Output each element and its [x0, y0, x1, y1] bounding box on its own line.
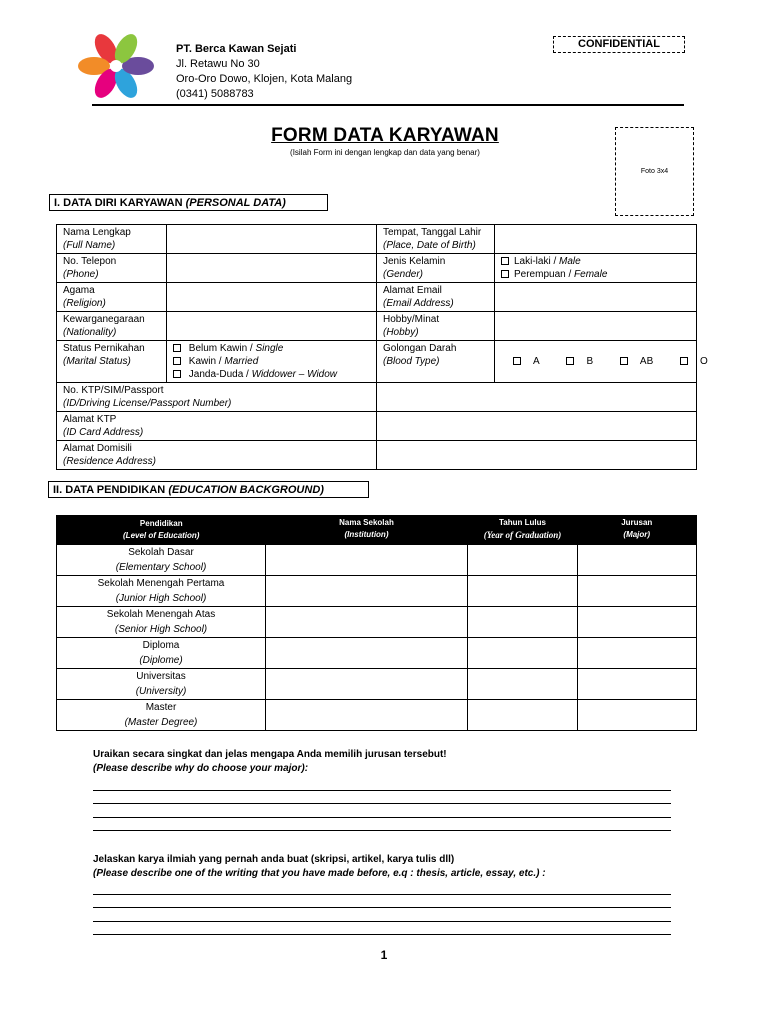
checkbox-icon[interactable]: [173, 344, 181, 352]
year-field[interactable]: [468, 638, 578, 669]
education-section-title: [48, 481, 369, 498]
year-field[interactable]: [468, 669, 578, 700]
education-level-diploma: Diploma (Diplome): [57, 638, 266, 669]
gender-male-option[interactable]: Laki-laki / Male: [501, 255, 690, 268]
education-section-label: II. DATA PENDIDIKAN: [53, 484, 166, 496]
company-address-2: Oro-Oro Dowo, Klojen, Kota Malang: [176, 73, 353, 85]
question-writing-text-en: (Please describe one of the writing that you have made before, e.q : thesis, article, essay, etc.) :: [93, 868, 546, 879]
checkbox-icon[interactable]: [501, 270, 509, 278]
blood-option-o[interactable]: O: [674, 356, 714, 367]
blood-option-ab[interactable]: AB: [614, 356, 659, 367]
question-major-text-en: (Please describe why do choose your major):: [93, 763, 309, 774]
year-field[interactable]: [468, 607, 578, 638]
answer-major-lines[interactable]: [93, 777, 671, 831]
education-section-label-en: (EDUCATION BACKGROUND): [168, 484, 324, 496]
religion-label: Agama (Religion): [57, 283, 167, 312]
major-field[interactable]: [578, 545, 697, 576]
marital-label: Status Pernikahan (Marital Status): [57, 341, 167, 383]
institution-field[interactable]: [266, 576, 468, 607]
checkbox-icon[interactable]: [173, 370, 181, 378]
hobby-label: Hobby/Minat (Hobby): [377, 312, 495, 341]
header-divider: [92, 104, 684, 106]
education-level-junior: Sekolah Menengah Pertama (Junior High School): [57, 576, 266, 607]
education-header-institution: Nama Sekolah (Institution): [266, 516, 468, 545]
blood-option-b[interactable]: B: [560, 356, 599, 367]
photo-box[interactable]: [615, 127, 694, 216]
id-card-label: No. KTP/SIM/Passport (ID/Driving License/Passport Number): [57, 383, 377, 412]
question-writing: [93, 853, 546, 881]
birth-label: Tempat, Tanggal Lahir (Place, Date of Birth): [377, 225, 495, 254]
education-header-major: Jurusan (Major): [578, 516, 697, 545]
checkbox-icon[interactable]: [513, 357, 521, 365]
education-header-level: Pendidikan (Level of Education): [57, 516, 266, 545]
major-field[interactable]: [578, 607, 697, 638]
major-field[interactable]: [578, 669, 697, 700]
personal-section-label-en: (PERSONAL DATA): [185, 197, 286, 209]
phone-label: No. Telepon (Phone): [57, 254, 167, 283]
education-level-elementary: Sekolah Dasar (Elementary School): [57, 545, 266, 576]
major-field[interactable]: [578, 700, 697, 731]
company-phone: (0341) 5088783: [176, 88, 254, 100]
residence-label: Alamat Domisili (Residence Address): [57, 441, 377, 470]
year-field[interactable]: [468, 545, 578, 576]
nationality-field[interactable]: [167, 312, 377, 341]
phone-field[interactable]: [167, 254, 377, 283]
checkbox-icon[interactable]: [680, 357, 688, 365]
marital-options: [167, 341, 377, 383]
year-field[interactable]: [468, 700, 578, 731]
email-label: Alamat Email (Email Address): [377, 283, 495, 312]
birth-field[interactable]: [495, 225, 697, 254]
full-name-label: Nama Lengkap (Full Name): [57, 225, 167, 254]
photo-label: Foto 3x4: [640, 168, 669, 175]
education-level-university: Universitas (University): [57, 669, 266, 700]
company-address-1: Jl. Retawu No 30: [176, 58, 260, 70]
nationality-label: Kewarganegaraan (Nationality): [57, 312, 167, 341]
table-row: [57, 607, 697, 638]
question-major-text: Uraikan secara singkat dan jelas mengapa Anda memilih jurusan tersebut!: [93, 749, 447, 760]
page-number: 1: [380, 948, 388, 962]
institution-field[interactable]: [266, 545, 468, 576]
institution-field[interactable]: [266, 607, 468, 638]
marital-married-option[interactable]: Kawin / Married: [173, 355, 370, 368]
full-name-field[interactable]: [167, 225, 377, 254]
institution-field[interactable]: [266, 638, 468, 669]
education-header-year: Tahun Lulus (Year of Graduation): [468, 516, 578, 545]
company-name: PT. Berca Kawan Sejati: [176, 43, 297, 55]
checkbox-icon[interactable]: [620, 357, 628, 365]
marital-widow-option[interactable]: Janda-Duda / Widdower – Widow: [173, 368, 370, 381]
personal-data-table: [56, 224, 708, 470]
checkbox-icon[interactable]: [566, 357, 574, 365]
residence-field[interactable]: [377, 441, 697, 470]
form-subtitle: (Isilah Form ini dengan lengkap dan data yang benar): [290, 148, 480, 157]
blood-label: Golongan Darah (Blood Type): [377, 341, 495, 383]
gender-options: [495, 254, 697, 283]
answer-writing-lines[interactable]: [93, 881, 671, 935]
table-row: [57, 638, 697, 669]
confidential-stamp: CONFIDENTIAL: [553, 36, 685, 53]
question-major: [93, 748, 447, 776]
table-row: [57, 576, 697, 607]
checkbox-icon[interactable]: [173, 357, 181, 365]
education-table: [56, 515, 697, 731]
marital-single-option[interactable]: Belum Kawin / Single: [173, 342, 370, 355]
year-field[interactable]: [468, 576, 578, 607]
company-info: [176, 42, 352, 102]
gender-female-option[interactable]: Perempuan / Female: [501, 268, 690, 281]
education-level-senior: Sekolah Menengah Atas (Senior High School): [57, 607, 266, 638]
major-field[interactable]: [578, 638, 697, 669]
education-header-row: [57, 516, 697, 545]
ktp-address-field[interactable]: [377, 412, 697, 441]
table-row: [57, 669, 697, 700]
education-level-master: Master (Master Degree): [57, 700, 266, 731]
institution-field[interactable]: [266, 669, 468, 700]
id-card-field[interactable]: [377, 383, 697, 412]
form-title: FORM DATA KARYAWAN: [271, 125, 499, 146]
institution-field[interactable]: [266, 700, 468, 731]
personal-section-label: I. DATA DIRI KARYAWAN: [54, 197, 183, 209]
personal-section-title: [49, 194, 328, 211]
question-writing-text: Jelaskan karya ilmiah yang pernah anda buat (skripsi, artikel, karya tulis dll): [93, 854, 455, 865]
blood-option-a[interactable]: A: [507, 356, 546, 367]
email-field[interactable]: [495, 283, 697, 312]
company-logo: [70, 26, 162, 106]
table-row: [57, 700, 697, 731]
hobby-field[interactable]: [495, 312, 697, 341]
ktp-address-label: Alamat KTP (ID Card Address): [57, 412, 377, 441]
table-row: [57, 545, 697, 576]
blood-type-options: [495, 341, 708, 383]
checkbox-icon[interactable]: [501, 257, 509, 265]
gender-label: Jenis Kelamin (Gender): [377, 254, 495, 283]
major-field[interactable]: [578, 576, 697, 607]
religion-field[interactable]: [167, 283, 377, 312]
